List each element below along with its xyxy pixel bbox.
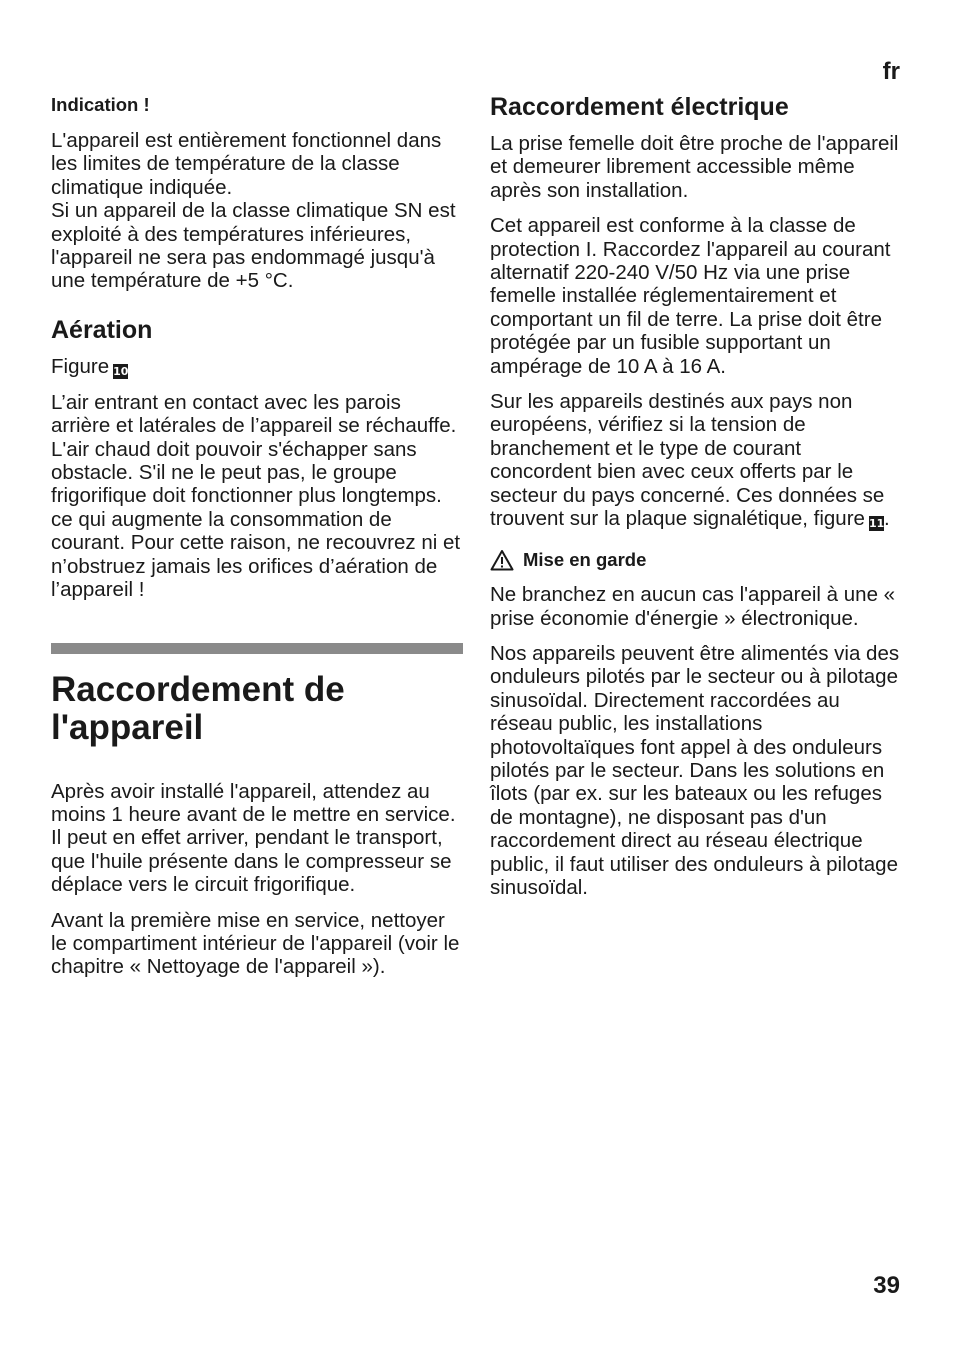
electrical-paragraph-3-end: . xyxy=(883,507,890,531)
right-column xyxy=(490,92,904,899)
page-number: 39 xyxy=(873,1272,900,1299)
aeration-figure-reference xyxy=(51,355,463,379)
electrical-paragraph-1: La prise femelle doit être proche de l'appareil et demeurer librement accessible même après son installation. xyxy=(490,132,899,202)
warning-heading: Mise en garde xyxy=(523,549,647,571)
section-paragraph-1: Après avoir installé l'appareil, attendez au moins 1 heure avant de le mettre en service. Il peut en effet arriver, pendant le transport, que l'huile présente dans le compresseur se déplace vers le circuit frigorifique. xyxy=(51,779,456,897)
section-heading: Raccordement de l'appareil xyxy=(51,669,345,747)
figure-number-icon: 10 xyxy=(113,364,129,378)
aeration-heading: Aération xyxy=(51,315,153,344)
language-code: fr xyxy=(882,58,900,85)
section-paragraph-2: Avant la première mise en service, nettoyer le compartiment intérieur de l'appareil (voir le chapitre « Nettoyage de l'appareil »). xyxy=(51,908,460,979)
figure-number-icon: 11 xyxy=(868,517,885,531)
warning-paragraph-1: Ne branchez en aucun cas l'appareil à une « prise économie d'énergie » électronique. xyxy=(490,583,896,630)
indication-paragraph-1: L'appareil est entièrement fonctionnel dans les limites de température de la classe climatique indiquée. xyxy=(51,129,442,199)
warning-triangle-icon xyxy=(490,549,514,571)
electrical-paragraph-3 xyxy=(490,390,904,531)
warning-header xyxy=(490,549,904,571)
electrical-paragraph-3-text: Sur les appareils destinés aux pays non européens, vérifiez si la tension de branchement et le type de courant concordent bien avec ceux offerts par le secteur du pays concerné. Ces données se trouvent sur la plaque signalétique, figure xyxy=(490,390,885,531)
warning-paragraph-2: Nos appareils peuvent être alimentés via des onduleurs pilotés par le secteur ou à pilotage sinusoïdal. Directement raccordées au réseau public, les installations photovoltaïques font appel à des onduleurs pilotés par le secteur. Dans les solutions en îlots (par ex. sur les bateaux ou les refuges de montagne), ne disposant pas d'un raccordement direct au réseau électrique public, il faut utiliser des onduleurs à pilotage sinusoïdal. xyxy=(490,641,900,899)
electrical-paragraph-2: Cet appareil est conforme à la classe de protection I. Raccordez l'appareil au courant alternatif 220-240 V/50 Hz via une prise femelle installée réglementairement et comportant un fil de terre. La prise doit être protégée par un fusible supportant un ampérage de 10 A à 16 A. xyxy=(490,214,891,378)
indication-heading: Indication ! xyxy=(51,94,150,115)
aeration-paragraph: L’air entrant en contact avec les parois arrière et latérales de l’appareil se réchauffe. L'air chaud doit pouvoir s'échapper sans obstacle. S'il ne le peut pas, le groupe frigorifique doit fonctionner plus longtemps. ce qui augmente la consommation de courant. Pour cette raison, ne recouvrez ni et n’obstruez jamais les orifices d’aération de l’appareil ! xyxy=(51,390,461,602)
left-column xyxy=(51,94,463,979)
indication-paragraph-2: Si un appareil de la classe climatique SN est exploité à des températures inférieures, l'appareil ne sera pas endommagé jusqu'à une température de +5 °C. xyxy=(51,199,456,293)
section-divider xyxy=(51,643,463,654)
figure-label: Figure xyxy=(51,354,110,378)
electrical-heading: Raccordement électrique xyxy=(490,93,789,121)
